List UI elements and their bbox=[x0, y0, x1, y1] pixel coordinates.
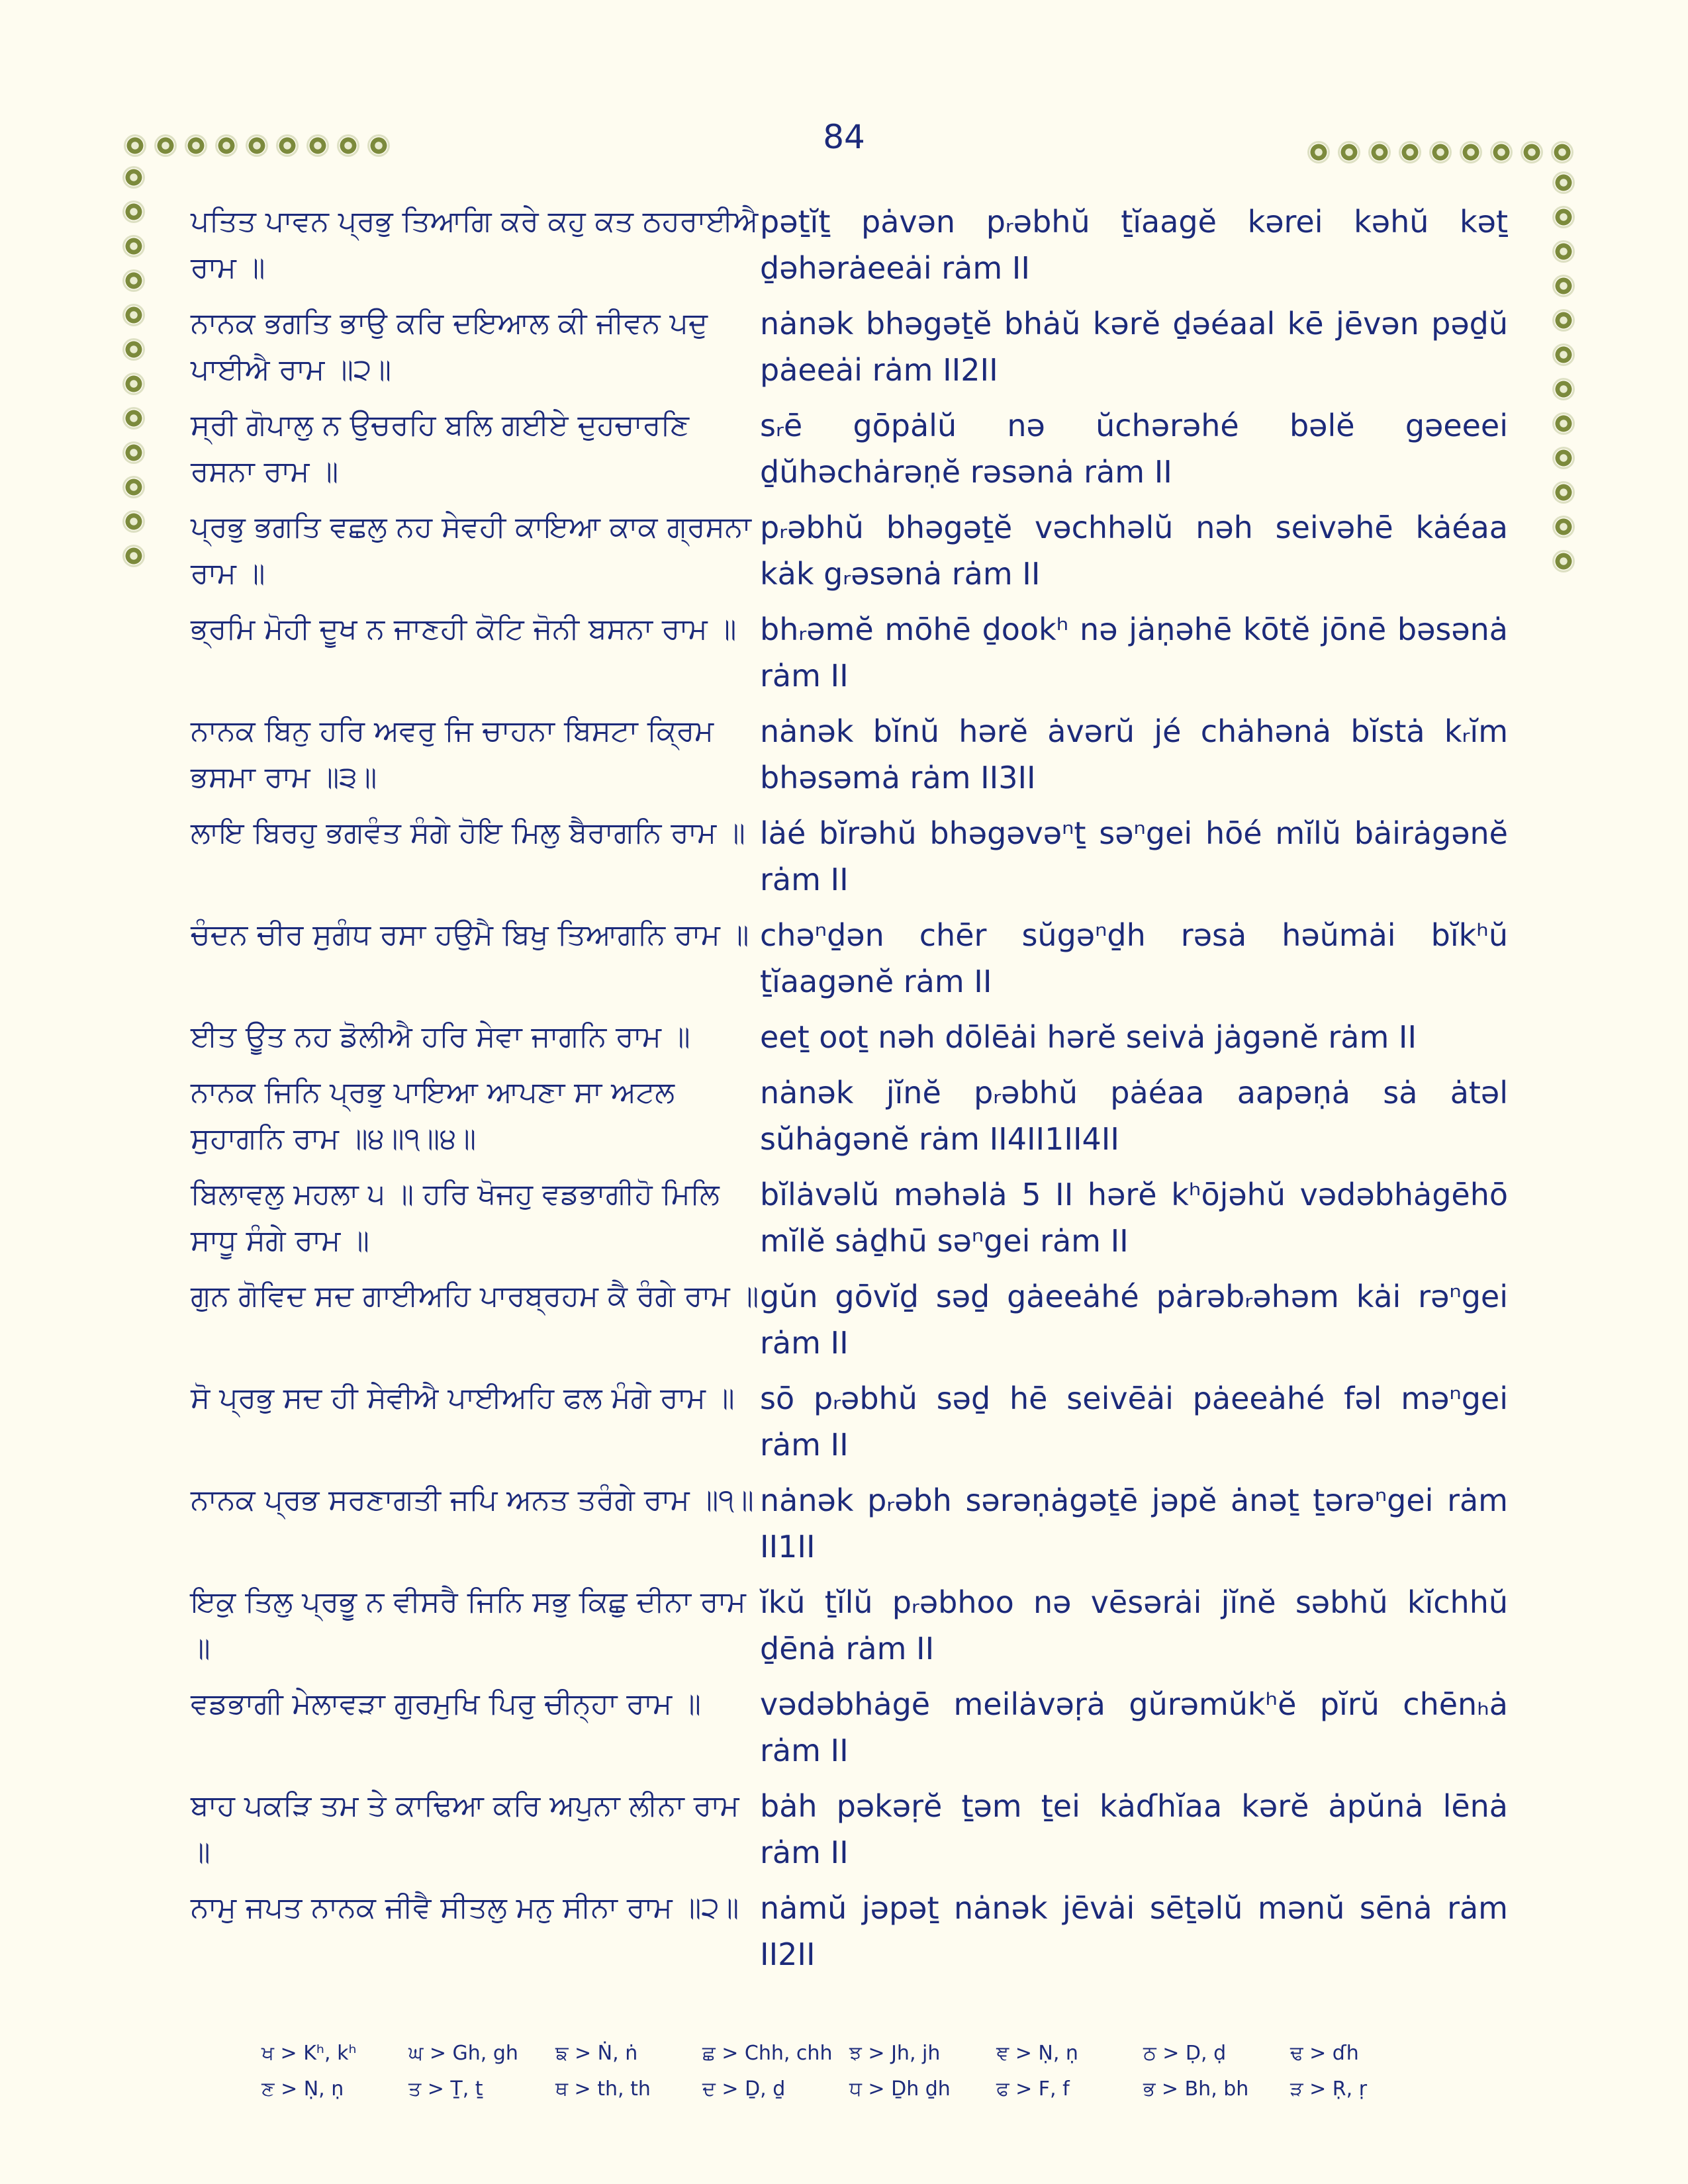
verse-line bbox=[191, 708, 1521, 801]
flower-icon bbox=[124, 478, 143, 496]
transliteration-text: nȧnək bhəgəṯĕ bhȧŭ kərĕ ḏəéaal kē jēvən pəḏŭ pȧeeȧi rȧm II2II bbox=[760, 306, 1508, 388]
verse-content bbox=[191, 199, 1521, 1987]
flower-icon bbox=[124, 237, 143, 255]
flower-icon bbox=[1554, 345, 1573, 364]
flower-icon bbox=[1554, 552, 1573, 570]
flower-icon bbox=[369, 136, 388, 155]
legend-item: ਘ > Gh, gh bbox=[408, 2041, 518, 2065]
gurmukhi-text: ਨਾਮੁ ਜਪਤ ਨਾਨਕ ਜੀਵੈ ਸੀਤਲੁ ਮਨੁ ਸੀਨਾ ਰਾਮ ॥੨॥ bbox=[191, 1891, 739, 1925]
transliteration-text: eeṯ ooṯ nəh dōlēȧi hərĕ seivȧ jȧgənĕ rȧm II bbox=[760, 1019, 1417, 1055]
legend-item: ਣ > Ṇ, ṇ bbox=[261, 2077, 344, 2101]
gurmukhi-text: ਭ੍ਰਮਿ ਮੋਹੀ ਦੂਖ ਨ ਜਾਣਹੀ ਕੋਟਿ ਜੋਨੀ ਬਸਨਾ ਰਾਮ ॥ bbox=[191, 612, 737, 646]
gurmukhi-text: ਨਾਨਕ ਪ੍ਰਭ ਸਰਣਾਗਤੀ ਜਪਿ ਅਨਤ ਤਰੰਗੇ ਰਾਮ ॥੧॥ bbox=[191, 1483, 754, 1517]
flower-icon bbox=[124, 271, 143, 290]
flower-icon bbox=[124, 168, 143, 187]
transliteration-text: vədəbhȧgē meilȧvəṛȧ gŭrəmŭkʰĕ pĭrŭ chēnₕȧ rȧm II bbox=[760, 1686, 1508, 1768]
flower-icon bbox=[1553, 143, 1571, 161]
flower-icon bbox=[1370, 143, 1389, 161]
flower-icon bbox=[1554, 483, 1573, 502]
verse-line bbox=[191, 606, 1521, 699]
legend-item: ਠ > Ḍ, ḍ bbox=[1143, 2041, 1227, 2065]
flower-icon bbox=[248, 136, 266, 155]
gurmukhi-text: ਚੰਦਨ ਚੀਰ ਸੁਗੰਧ ਰਸਾ ਹਉਮੈ ਬਿਖੁ ਤਿਆਗਨਿ ਰਾਮ ॥ bbox=[191, 918, 749, 952]
verse-line bbox=[191, 810, 1521, 903]
verse-line bbox=[191, 1014, 1521, 1060]
flower-icon bbox=[1554, 380, 1573, 398]
verse-line bbox=[191, 1273, 1521, 1366]
gurmukhi-text: ਲਾਇ ਬਿਰਹੁ ਭਗਵੰਤ ਸੰਗੇ ਹੋਇ ਮਿਲੁ ਬੈਰਾਗਨਿ ਰਾਮ ॥ bbox=[191, 816, 745, 850]
verse-line bbox=[191, 300, 1521, 393]
transliteration-text: ĭkŭ ṯĭlŭ pᵣəbhoo nə vēsərȧi jĭnĕ səbhŭ kĭchhŭ ḏēnȧ rȧm II bbox=[760, 1584, 1508, 1666]
flower-icon bbox=[278, 136, 297, 155]
flower-icon bbox=[1431, 143, 1450, 161]
verse-line bbox=[191, 1375, 1521, 1468]
transliteration-text: nȧnək jĭnĕ pᵣəbhŭ pȧéaa aapəṇȧ sȧ ȧtəl sŭhȧgənĕ rȧm II4II1II4II bbox=[760, 1075, 1508, 1157]
flower-icon bbox=[1554, 242, 1573, 261]
gurmukhi-text: ਈਤ ਊਤ ਨਹ ਡੋਲੀਐ ਹਰਿ ਸੇਵਾ ਜਾਗਨਿ ਰਾਮ ॥ bbox=[191, 1020, 690, 1054]
gurmukhi-text: ਬਿਲਾਵਲੁ ਮਹਲਾ ੫ ॥ ਹਰਿ ਖੋਜਹੁ ਵਡਭਾਗੀਹੋ ਮਿਲਿ ਸਾਧੂ ਸੰਗੇ ਰਾਮ ॥ bbox=[191, 1177, 720, 1257]
flower-icon bbox=[1554, 311, 1573, 330]
flower-icon bbox=[124, 203, 143, 221]
transliteration-text: bȧh pəkəṛĕ ṯəm ṯei kȧɗhĭaa kərĕ ȧpŭnȧ lēnȧ rȧm II bbox=[760, 1788, 1508, 1870]
gurmukhi-text: ਬਾਹ ਪਕੜਿ ਤਮ ਤੇ ਕਾਢਿਆ ਕਰਿ ਅਪੁਨਾ ਲੀਨਾ ਰਾਮ ॥ bbox=[191, 1789, 739, 1869]
flower-icon bbox=[1340, 143, 1358, 161]
verse-line bbox=[191, 1579, 1521, 1672]
verse-line bbox=[191, 1681, 1521, 1774]
legend-item: ਫ > F, f bbox=[996, 2077, 1070, 2101]
transliteration-text: nȧmŭ jəpəṯ nȧnək jēvȧi sēṯəlŭ mənŭ sēnȧ rȧm II2II bbox=[760, 1890, 1508, 1972]
legend-item: ਖ > Kʰ, kʰ bbox=[261, 2041, 357, 2065]
verse-line bbox=[191, 912, 1521, 1005]
transliteration-text: pəṯĭṯ pȧvən pᵣəbhŭ ṯĭaagĕ kərei kəhŭ kəṯ ḏəhərȧeeȧi rȧm II bbox=[760, 204, 1508, 286]
transliteration-text: bhᵣəmĕ mōhē ḏookʰ nə jȧṇəhē kōtĕ jōnē bəsənȧ rȧm II bbox=[760, 612, 1508, 694]
flower-icon bbox=[217, 136, 236, 155]
verse-line bbox=[191, 1885, 1521, 1978]
verse-line bbox=[191, 504, 1521, 597]
flower-icon bbox=[1554, 414, 1573, 433]
verse-line bbox=[191, 1069, 1521, 1162]
flower-icon bbox=[1523, 143, 1541, 161]
legend-item: ਦ > Ḏ, ḏ bbox=[702, 2077, 786, 2101]
gurmukhi-text: ਇਕੁ ਤਿਲੁ ਪ੍ਰਭੂ ਨ ਵੀਸਰੈ ਜਿਨਿ ਸਭੁ ਕਿਛੁ ਦੀਨਾ ਰਾਮ ॥ bbox=[191, 1585, 746, 1665]
flower-icon bbox=[1554, 449, 1573, 467]
legend-item: ੜ > Ṛ, ṛ bbox=[1290, 2077, 1368, 2101]
top-left-flower-border bbox=[126, 136, 388, 155]
gurmukhi-text: ਗੁਨ ਗੋਵਿਦ ਸਦ ਗਾਈਅਹਿ ਪਾਰਬ੍ਰਹਮ ਕੈ ਰੰਗੇ ਰਾਮ ॥ bbox=[191, 1279, 759, 1313]
legend-item: ਤ > Ṯ, ṯ bbox=[408, 2077, 483, 2101]
transliteration-text: gŭn gōvĭḏ səḏ gȧeeȧhé pȧrəbᵣəhəm kȧi rəⁿgei rȧm II bbox=[760, 1279, 1508, 1361]
verse-line bbox=[191, 1783, 1521, 1876]
transliteration-text: sᵣē gōpȧlŭ nə ŭchərəhé bəlĕ gəeeei ḏŭhəchȧrəṇĕ rəsənȧ rȧm II bbox=[760, 408, 1508, 490]
flower-icon bbox=[124, 547, 143, 565]
legend-item: ਧ > Ḏh ḏh bbox=[849, 2077, 951, 2101]
flower-icon bbox=[124, 375, 143, 393]
transliteration-text: lȧé bĭrəhŭ bhəgəvəⁿṯ səⁿgei hōé mĭlŭ bȧirȧgənĕ rȧm II bbox=[760, 815, 1508, 897]
legend-item: ਞ > Ṇ, ṇ bbox=[996, 2041, 1078, 2065]
flower-icon bbox=[308, 136, 327, 155]
gurmukhi-text: ਸੋ ਪ੍ਰਭੁ ਸਦ ਹੀ ਸੇਵੀਐ ਪਾਈਅਹਿ ਫਲ ਮੰਗੇ ਰਾਮ ॥ bbox=[191, 1381, 735, 1415]
legend-row bbox=[261, 2035, 1440, 2071]
verse-line bbox=[191, 1171, 1521, 1264]
legend-item: ਥ > th, th bbox=[555, 2077, 651, 2101]
gurmukhi-text: ਵਡਭਾਗੀ ਮੇਲਾਵੜਾ ਗੁਰਮੁਖਿ ਪਿਰੁ ਚੀਨ੍ਹਾ ਰਾਮ ॥ bbox=[191, 1687, 701, 1721]
flower-icon bbox=[124, 340, 143, 359]
page-number: 84 bbox=[823, 118, 865, 156]
transliteration-text: nȧnək bĭnŭ hərĕ ȧvərŭ jé chȧhənȧ bĭstȧ kᵣĭm bhəsəmȧ rȧm II3II bbox=[760, 713, 1508, 796]
left-flower-border bbox=[124, 168, 143, 565]
legend-item: ਭ > Bh, bh bbox=[1143, 2077, 1249, 2101]
flower-icon bbox=[1554, 518, 1573, 536]
verse-line bbox=[191, 402, 1521, 495]
transliteration-text: sō pᵣəbhŭ səḏ hē seivēȧi pȧeeȧhé fəl məⁿgei rȧm II bbox=[760, 1381, 1508, 1463]
flower-icon bbox=[1554, 173, 1573, 192]
verse-line bbox=[191, 199, 1521, 291]
top-right-flower-border bbox=[1309, 143, 1571, 161]
transliteration-text: chəⁿḏən chēr sŭgəⁿḏh rəsȧ həŭmȧi bĭkʰŭ ṯĭaagənĕ rȧm II bbox=[760, 917, 1508, 999]
legend-item: ਙ > Ṅ, ṅ bbox=[555, 2041, 638, 2065]
legend-item: ਝ > Jh, jh bbox=[849, 2041, 941, 2065]
flower-icon bbox=[124, 443, 143, 462]
legend-item: ਛ > Chh, chh bbox=[702, 2041, 833, 2065]
flower-icon bbox=[1462, 143, 1480, 161]
gurmukhi-text: ਨਾਨਕ ਬਿਨੁ ਹਰਿ ਅਵਰੁ ਜਿ ਚਾਹਨਾ ਬਿਸਟਾ ਕ੍ਰਿਮ ਭਸਮਾ ਰਾਮ ॥੩॥ bbox=[191, 714, 714, 794]
flower-icon bbox=[124, 306, 143, 324]
transliteration-text: bĭlȧvəlŭ məhəlȧ 5 II hərĕ kʰōjəhŭ vədəbhȧgēhō mĭlĕ sȧḏhū səⁿgei rȧm II bbox=[760, 1177, 1508, 1259]
gurmukhi-text: ਪਤਿਤ ਪਾਵਨ ਪ੍ਰਭੁ ਤਿਆਗਿ ਕਰੇ ਕਹੁ ਕਤ ਠਹਰਾਈਐ ਰਾਮ ॥ bbox=[191, 205, 759, 285]
gurmukhi-text: ਨਾਨਕ ਜਿਨਿ ਪ੍ਰਭੁ ਪਾਇਆ ਆਪਣਾ ਸਾ ਅਟਲ ਸੁਹਾਗਨਿ ਰਾਮ ॥੪॥੧॥੪॥ bbox=[191, 1075, 675, 1156]
transliteration-text: pᵣəbhŭ bhəgəṯĕ vəchhəlŭ nəh seivəhē kȧéaa kȧk gᵣəsənȧ rȧm II bbox=[760, 510, 1508, 592]
flower-icon bbox=[126, 136, 144, 155]
flower-icon bbox=[187, 136, 205, 155]
verse-line bbox=[191, 1477, 1521, 1570]
flower-icon bbox=[1554, 208, 1573, 226]
gurmukhi-text: ਸ੍ਰੀ ਗੋਪਾਲੁ ਨ ਉਚਰਹਿ ਬਲਿ ਗਈਏ ਦੁਹਚਾਰਣਿ ਰਸਨਾ ਰਾਮ ॥ bbox=[191, 408, 690, 488]
transliteration-legend bbox=[261, 2035, 1440, 2107]
transliteration-text: nȧnək pᵣəbh sərəṇȧgəṯē jəpĕ ȧnəṯ ṯərəⁿgei rȧm II1II bbox=[760, 1482, 1508, 1565]
gurmukhi-text: ਪ੍ਰਭੁ ਭਗਤਿ ਵਛਲੁ ਨਹ ਸੇਵਹੀ ਕਾਇਆ ਕਾਕ ਗ੍ਰਸਨਾ ਰਾਮ ॥ bbox=[191, 510, 751, 590]
flower-icon bbox=[1309, 143, 1328, 161]
right-flower-border bbox=[1554, 173, 1573, 570]
flower-icon bbox=[124, 512, 143, 531]
gurmukhi-text: ਨਾਨਕ ਭਗਤਿ ਭਾਉ ਕਰਿ ਦਇਆਲ ਕੀ ਜੀਵਨ ਪਦੁ ਪਾਈਐ ਰਾਮ ॥੨॥ bbox=[191, 306, 708, 387]
flower-icon bbox=[1492, 143, 1511, 161]
flower-icon bbox=[1554, 277, 1573, 295]
legend-item: ਢ > ɗh bbox=[1290, 2041, 1359, 2065]
legend-row bbox=[261, 2071, 1440, 2107]
flower-icon bbox=[1401, 143, 1419, 161]
flower-icon bbox=[339, 136, 357, 155]
flower-icon bbox=[156, 136, 175, 155]
flower-icon bbox=[124, 409, 143, 428]
